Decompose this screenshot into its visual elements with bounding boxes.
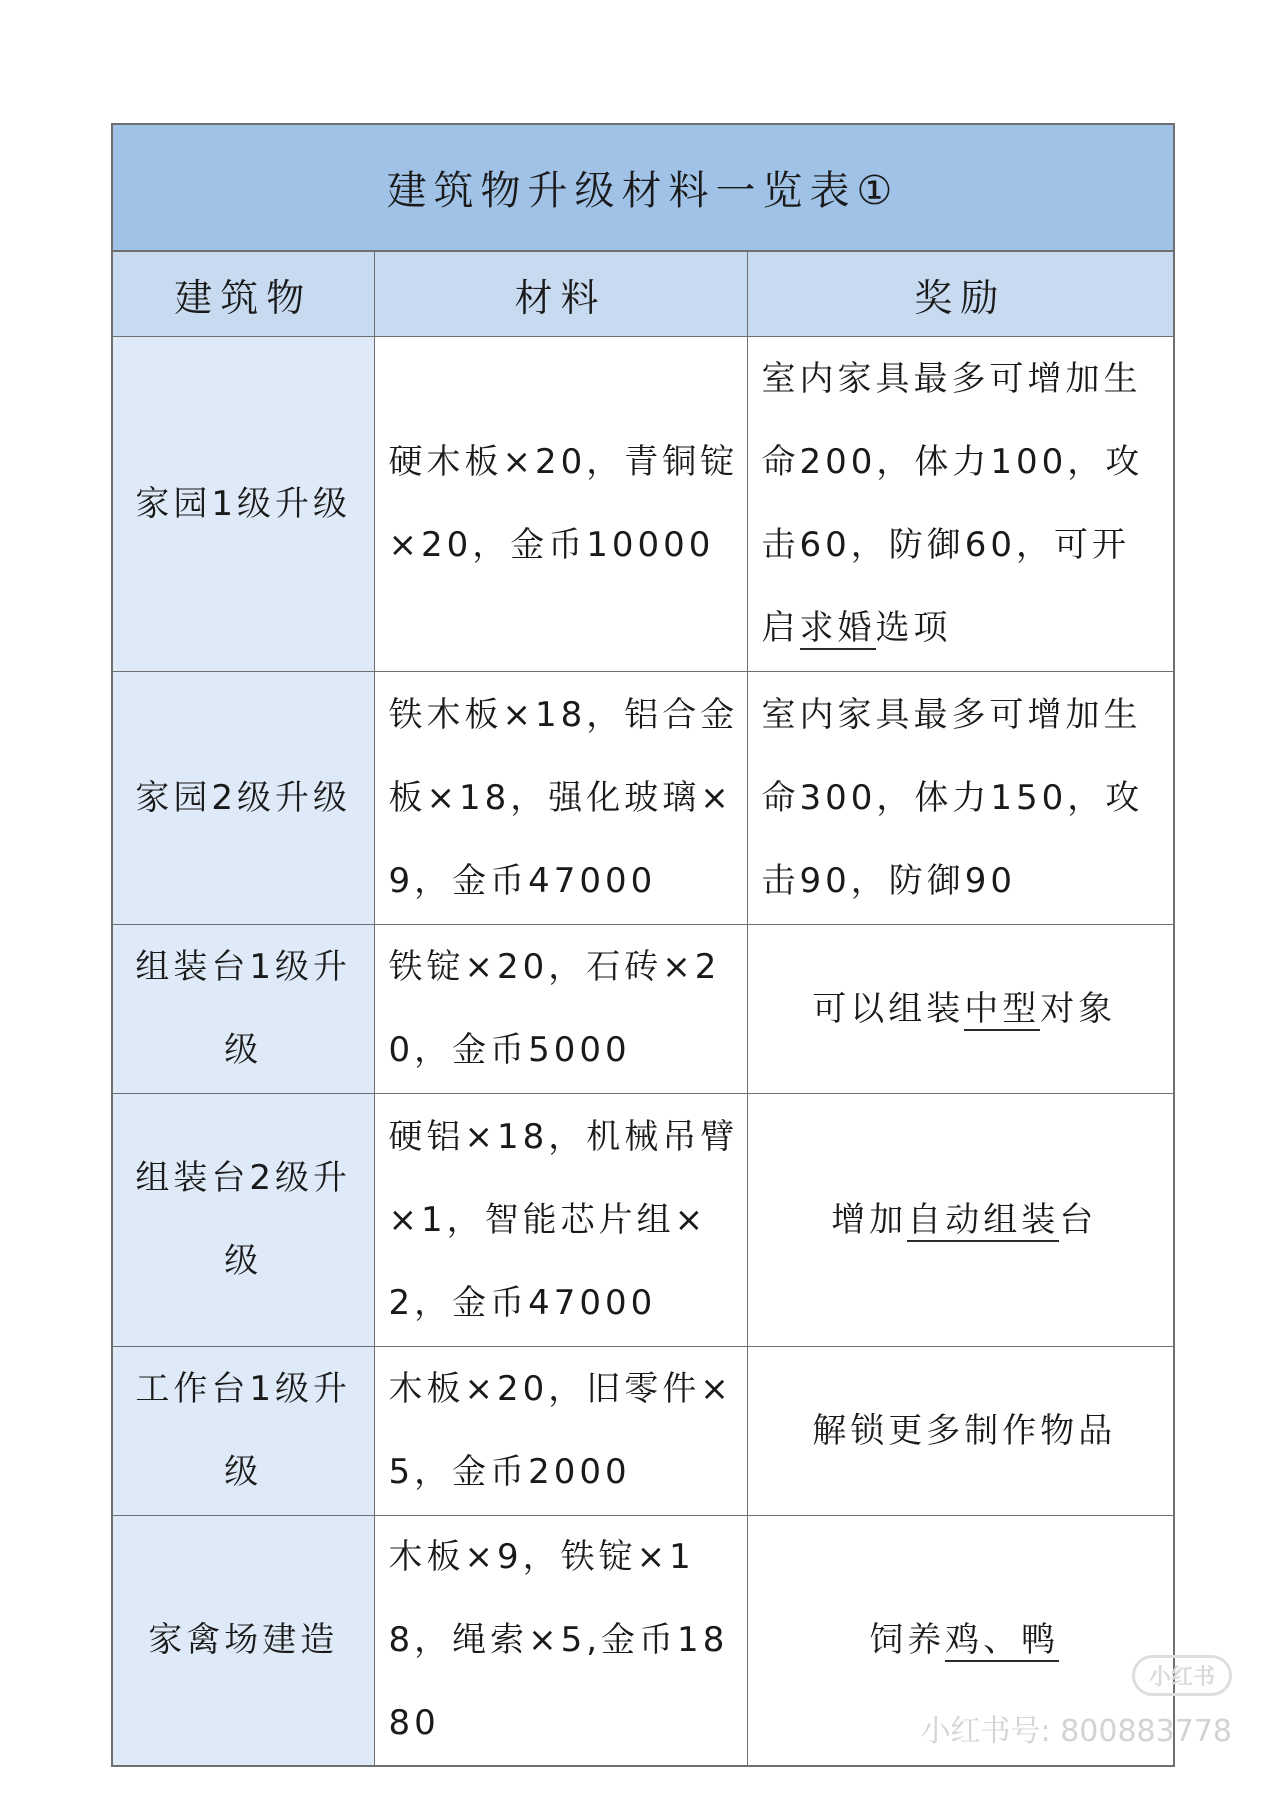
- watermark-id: 小红书号: 800883778: [920, 1714, 1232, 1749]
- reward-text: 室内家具最多可增加生命300，体力150，攻击90，防御90: [761, 694, 1144, 901]
- materials-cell: 木板×20，旧零件×5，金币2000: [374, 1347, 747, 1516]
- table-row: [113, 1347, 1173, 1516]
- reward-underlined-text: 求婚: [799, 608, 876, 648]
- reward-cell: [747, 672, 1173, 925]
- header-building: 建筑物: [113, 252, 374, 337]
- building-cell: 工作台1级升级: [113, 1347, 374, 1516]
- table-row: [113, 1094, 1173, 1347]
- materials-cell: 硬木板×20，青铜锭×20，金币10000: [374, 337, 747, 672]
- watermark: [921, 1655, 1232, 1750]
- header-materials: 材料: [374, 252, 747, 337]
- reward-underlined-text: 鸡、鸭: [945, 1620, 1060, 1660]
- upgrade-table-sheet: [111, 123, 1175, 1767]
- table-row: [113, 925, 1173, 1094]
- reward-cell: [747, 1347, 1173, 1516]
- reward-text: 增加: [831, 1199, 908, 1240]
- materials-cell: 硬铝×18，机械吊臂×1，智能芯片组×2，金币47000: [374, 1094, 747, 1347]
- building-cell: 家禽场建造: [113, 1516, 374, 1766]
- table-row: [113, 337, 1173, 672]
- materials-cell: 铁木板×18，铝合金板×18，强化玻璃×9，金币47000: [374, 672, 747, 925]
- header-reward: 奖励: [747, 252, 1173, 337]
- reward-underlined-text: 自动组装: [907, 1199, 1060, 1240]
- reward-text-tail: 台: [1059, 1199, 1098, 1240]
- building-cell: 组装台1级升级: [113, 925, 374, 1094]
- materials-cell: 木板×9，铁锭×18，绳索×5,金币1880: [374, 1516, 747, 1766]
- building-cell: 组装台2级升级: [113, 1094, 374, 1347]
- building-cell: 家园1级升级: [113, 337, 374, 672]
- table-row: [113, 672, 1173, 925]
- table-title: 建筑物升级材料一览表①: [113, 125, 1173, 252]
- reward-cell: [747, 337, 1173, 672]
- upgrade-table: [113, 252, 1173, 1765]
- materials-cell: 铁锭×20，石砖×20，金币5000: [374, 925, 747, 1094]
- reward-underlined-text: 中型: [964, 988, 1041, 1029]
- reward-text: 饲养: [869, 1620, 946, 1660]
- building-cell: 家园2级升级: [113, 672, 374, 925]
- header-row: [113, 252, 1173, 337]
- reward-text: 室内家具最多可增加生命200，体力100，攻击60，防御60，可开启: [761, 359, 1144, 648]
- reward-text: 可以组装: [812, 988, 965, 1029]
- reward-text: 解锁更多制作物品: [812, 1410, 1117, 1451]
- watermark-logo: 小红书: [1132, 1655, 1232, 1696]
- reward-text-tail: 选项: [875, 608, 952, 648]
- reward-cell: [747, 925, 1173, 1094]
- reward-cell: [747, 1094, 1173, 1347]
- reward-text-tail: 对象: [1040, 988, 1117, 1029]
